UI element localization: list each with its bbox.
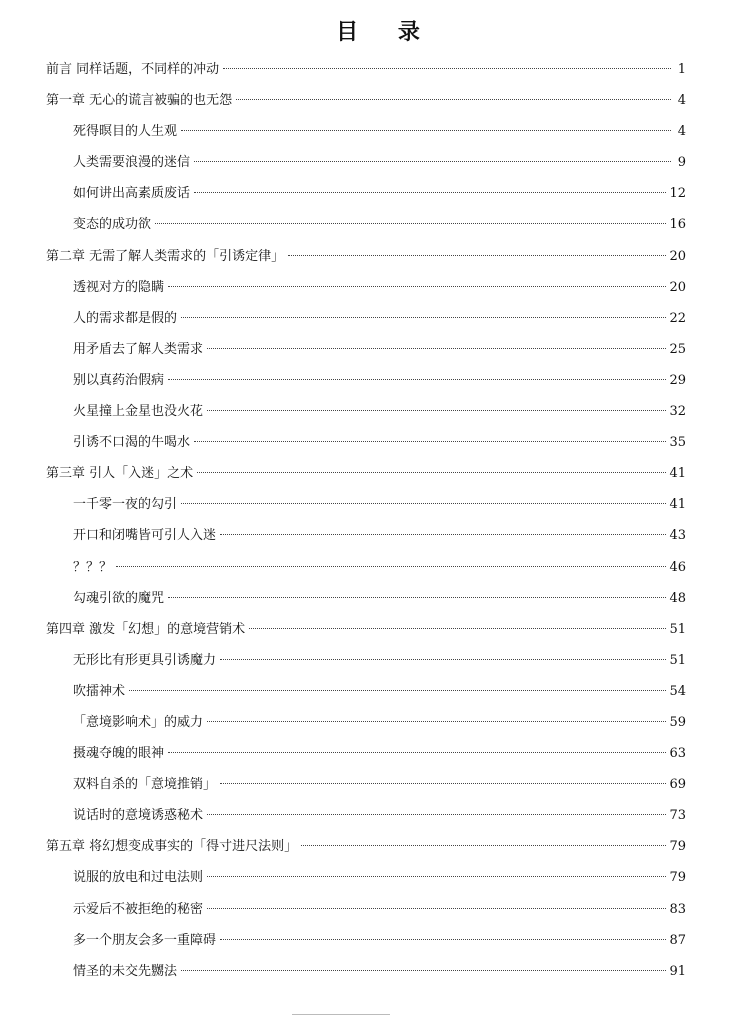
toc-page-number: 16 [669,217,686,233]
toc-section-entry[interactable] [0,116,756,147]
toc-section-entry[interactable] [0,178,756,209]
toc-dot-leader [207,876,666,877]
toc-dot-leader [168,597,666,598]
toc-page-number: 51 [669,652,686,668]
toc-entry-label: 多一个朋友会多一重障碍 [73,932,217,948]
toc-entry-label: 第四章 激发「幻想」的意境营销术 [46,621,246,637]
toc-page-number: 29 [669,372,686,388]
toc-dot-leader [207,721,666,722]
toc-entry-label: 无形比有形更具引诱魔力 [73,652,217,668]
toc-dot-leader [249,628,666,629]
toc-entry-label: 人的需求都是假的 [73,310,178,326]
toc-page-number: 79 [669,839,686,855]
toc-dot-leader [207,814,666,815]
toc-page-number: 54 [669,683,686,699]
toc-dot-leader [207,908,666,909]
toc-section-entry[interactable] [0,925,756,956]
toc-page-number: 12 [669,186,686,202]
toc-dot-leader [236,99,671,100]
toc-dot-leader [301,845,666,846]
toc-section-entry[interactable] [0,303,756,334]
toc-entry-label: 示爱后不被拒绝的秘密 [73,901,204,917]
toc-page-number: 41 [669,497,686,513]
toc-entry-label: 说话时的意境诱惑秘术 [73,808,204,824]
toc-entry-label: 说服的放电和过电法则 [73,870,204,886]
toc-section-entry[interactable] [0,676,756,707]
toc-entry-label: 引诱不口渴的牛喝水 [73,435,191,451]
toc-entry-label: 死得暝目的人生观 [73,124,178,140]
toc-section-entry[interactable] [0,862,756,893]
toc-section-entry[interactable] [0,956,756,987]
toc-page-number: 91 [669,963,686,979]
table-of-contents [0,54,756,987]
toc-dot-leader [207,410,666,411]
toc-entry-label: 人类需要浪漫的迷信 [73,155,191,171]
toc-entry-label: 第五章 将幻想变成事实的「得寸进尺法则」 [46,839,298,855]
toc-dot-leader [181,317,666,318]
toc-entry-label: 火星撞上金星也没火花 [73,404,204,420]
toc-entry-label: 前言 同样话题，不同样的冲动 [46,62,220,77]
toc-dot-leader [220,939,666,940]
toc-dot-leader [194,161,671,162]
toc-page-number: 20 [669,279,686,295]
toc-page-number: 48 [669,590,686,606]
toc-page-number: 73 [669,808,686,824]
toc-chapter-entry[interactable] [0,241,756,272]
toc-section-entry[interactable] [0,334,756,365]
toc-entry-label: 情圣的未交先嬲法 [73,963,178,979]
toc-page-number: 22 [669,310,686,326]
page-footer-divider [292,1014,390,1019]
toc-entry-label: 一千零一夜的勾引 [73,497,178,513]
toc-dot-leader [181,130,671,131]
toc-section-entry[interactable] [0,645,756,676]
toc-dot-leader [288,255,666,256]
toc-dot-leader [194,441,666,442]
toc-chapter-entry[interactable] [0,458,756,489]
toc-entry-label: 摄魂夺魄的眼神 [73,746,165,762]
toc-page-number: 41 [669,466,686,482]
toc-dot-leader [220,534,666,535]
toc-section-entry[interactable] [0,396,756,427]
toc-section-entry[interactable] [0,583,756,614]
toc-chapter-entry[interactable] [0,54,756,85]
toc-page-number: 59 [669,714,686,730]
toc-page-number: 32 [669,404,686,420]
toc-entry-label: 变态的成功欲 [73,217,152,233]
toc-entry-label: 用矛盾去了解人类需求 [73,341,204,357]
toc-section-entry[interactable] [0,427,756,458]
toc-section-entry[interactable] [0,272,756,303]
toc-dot-leader [207,348,666,349]
page-title: 目 录 [336,19,436,45]
toc-dot-leader [181,503,666,504]
toc-dot-leader [197,472,666,473]
toc-page-number: 1 [677,62,686,77]
toc-page-number: 4 [677,124,686,140]
toc-section-entry[interactable] [0,365,756,396]
toc-dot-leader [181,970,666,971]
toc-entry-label: 勾魂引欲的魔咒 [73,590,165,606]
toc-page-number: 9 [677,155,686,171]
toc-page-number: 4 [677,93,686,109]
toc-chapter-entry[interactable] [0,831,756,862]
toc-entry-label: 别以真药治假病 [73,372,165,388]
toc-section-entry[interactable] [0,147,756,178]
toc-section-entry[interactable] [0,520,756,551]
toc-entry-label: 透视对方的隐瞒 [73,279,165,295]
toc-page-number: 63 [669,746,686,762]
toc-dot-leader [168,286,666,287]
toc-entry-label: 如何讲出高素质废话 [73,186,191,202]
toc-dot-leader [194,192,666,193]
toc-entry-label: 「意境影响术」的威力 [73,714,204,730]
toc-dot-leader [220,783,666,784]
toc-section-entry[interactable] [0,489,756,520]
toc-dot-leader [116,566,666,567]
toc-page-number: 46 [669,559,686,575]
toc-section-entry[interactable] [0,894,756,925]
toc-dot-leader [220,659,666,660]
toc-section-entry[interactable] [0,738,756,769]
toc-section-entry[interactable] [0,552,756,583]
toc-dot-leader [155,223,666,224]
toc-dot-leader [168,379,666,380]
toc-chapter-entry[interactable] [0,614,756,645]
toc-section-entry[interactable] [0,769,756,800]
toc-page-number: 51 [669,621,686,637]
toc-page-number: 87 [669,932,686,948]
toc-entry-label: 双料自杀的「意境推销」 [73,777,217,793]
toc-entry-label: 第二章 无需了解人类需求的「引诱定律」 [46,248,285,264]
toc-page-number: 25 [669,341,686,357]
toc-page-number: 79 [669,870,686,886]
toc-page-number: 43 [669,528,686,544]
toc-entry-label: 开口和闭嘴皆可引人入迷 [73,528,217,544]
toc-section-entry[interactable] [0,800,756,831]
toc-dot-leader [223,68,671,69]
toc-entry-label: 第三章 引人「入迷」之术 [46,466,194,482]
toc-dot-leader [168,752,666,753]
toc-page-number: 83 [669,901,686,917]
toc-chapter-entry[interactable] [0,85,756,116]
toc-page-number: 20 [669,248,686,264]
toc-section-entry[interactable] [0,707,756,738]
toc-page-number: 35 [669,435,686,451]
toc-page-number: 69 [669,777,686,793]
toc-entry-label: 第一章 无心的谎言被骗的也无怨 [46,93,233,109]
toc-entry-label: 吹擂神术 [73,683,126,699]
toc-dot-leader [129,690,666,691]
toc-entry-label: ？？？ [73,559,113,575]
toc-section-entry[interactable] [0,209,756,240]
